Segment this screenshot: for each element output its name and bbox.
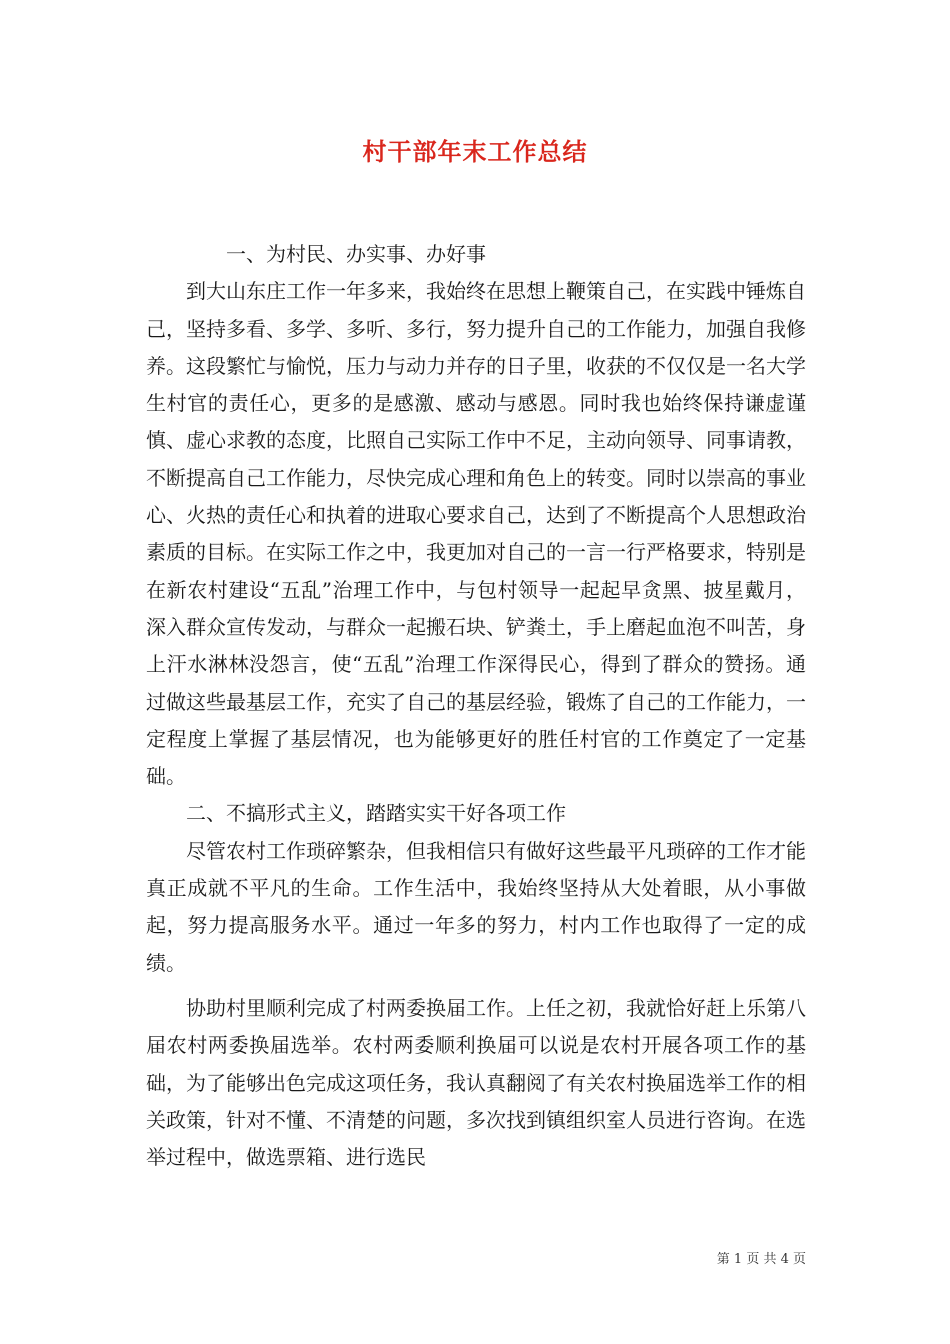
paragraph-2: 尽管农村工作琐碎繁杂，但我相信只有做好这些最平凡琐碎的工作才能真正成就不平凡的生命。工作生活中，我始终坚持从大处着眼，从小事做起，努力提高服务水平。通过一年多的努力，村内工作也取得了一定的成绩。 — [146, 838, 806, 975]
section-heading-1: 一、为村民、办实事、办好事 — [226, 242, 486, 266]
page-number: 第 1 页 共 4 页 — [716, 1252, 806, 1267]
paragraph-1: 到大山东庄工作一年多来，我始终在思想上鞭策自己，在实践中锤炼自己，坚持多看、多学、多听、多行，努力提升自己的工作能力，加强自我修养。这段繁忙与愉悦，压力与动力并存的日子里，收获的不仅仅是一名大学生村官的责任心，更多的是感激、感动与感恩。同时我也始终保持谦虚谨慎、虚心求教的态度，比照自己实际工作中不足，主动向领导、同事请教，不断提高自己工作能力，尽快完成心理和角色上的转变。同时以崇高的事业心、火热的责任心和执着的进取心要求自己，达到了不断提高个人思想政治素质的目标。在实际工作之中，我更加对自己的一言一行严格要求，特别是在新农村建设“五乱”治理工作中，与包村领导一起起早贪黑、披星戴月，深入群众宣传发动，与群众一起搬石块、铲粪土，手上磨起血泡不叫苦，身上汗水淋林没怨言，使“五乱”治理工作深得民心，得到了群众的赞扬。通过做这些最基层工作，充实了自己的基层经验，锻炼了自己的工作能力，一定程度上掌握了基层情况，也为能够更好的胜任村官的工作奠定了一定基础。 — [146, 279, 806, 789]
section-heading-2: 二、不搞形式主义，踏踏实实干好各项工作 — [186, 801, 566, 826]
document-title: 村干部年末工作总结 — [362, 137, 588, 166]
paragraph-3: 协助村里顺利完成了村两委换届工作。上任之初，我就恰好赶上乐第八届农村两委换届选举。农村两委顺利换届可以说是农村开展各项工作的基础，为了能够出色完成这项任务，我认真翻阅了有关农村换届选举工作的相关政策，针对不懂、不清楚的问题，多次找到镇组织室人员进行咨询。在选举过程中，做选票箱、进行选民 — [146, 995, 806, 1170]
document-body — [146, 236, 806, 1176]
